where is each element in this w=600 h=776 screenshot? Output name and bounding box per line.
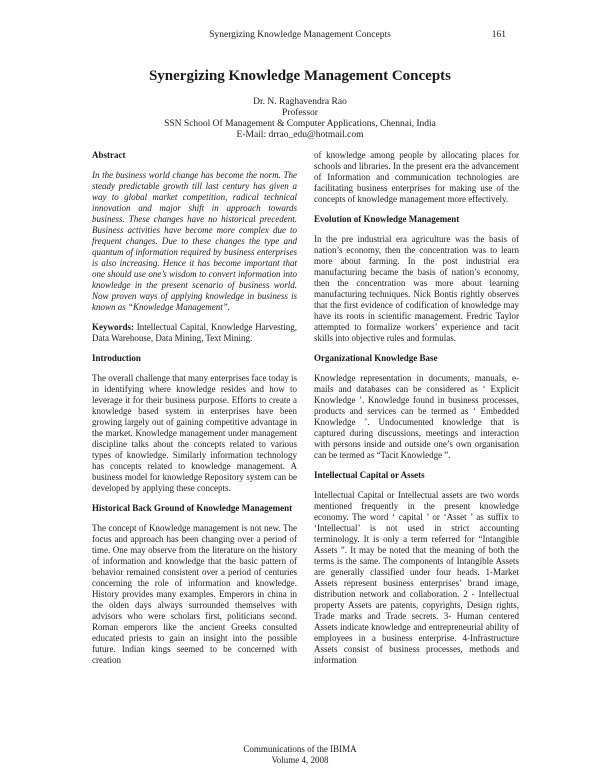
author-block — [0, 97, 600, 141]
abstract-heading: Abstract — [92, 150, 126, 160]
organizational-text: Knowledge representation in documents, manuals, e-mails and databases can be considered as ‘ Explicit Knowledge ’. Knowledge found in business processes, products and services can be termed as ‘ Embedded Knowledge ’. Undocumented knowledge that is captured during discussions, meetings and interaction with persons inside and outside one’s own organisation can be termed as “Tacit Knowledge ”. — [314, 373, 519, 460]
author-affiliation: SSN School Of Management & Computer Applications, Chennai, India — [164, 119, 436, 129]
running-title: Synergizing Knowledge Management Concepts — [209, 30, 391, 40]
keywords-paragraph — [92, 322, 297, 344]
evolution-text: In the pre industrial era agriculture was the basis of nation’s economy, then the concentration was to learn more about farming. In the post industrial era manufacturing became the basis of nation’s economy, then the concentration was more about learning manufacturing techniques. Nick Bontis rightly observes that the first evidence of codification of knowledge may have its roots in scientific management. Fredric Taylor attempted to formalize workers’ experience and tacit skills into objective rules and formulas. — [314, 234, 519, 343]
author-name: Dr. N. Raghavendra Rao — [253, 97, 347, 107]
historical-heading: Historical Back Ground of Knowledge Management — [92, 503, 293, 513]
author-email: E-Mail: drrao_edu@hotmail.com — [236, 130, 364, 140]
intellectual-heading: Intellectual Capital or Assets — [314, 470, 425, 480]
footer-volume: Volume 4, 2008 — [271, 755, 329, 765]
paper-title: Synergizing Knowledge Management Concepts — [148, 68, 452, 84]
footer-journal: Communications of the IBIMA — [243, 744, 357, 754]
historical-text: The concept of Knowledge management is not new. The focus and approach has been changing over a period of time. One may observe from the literature on the history of information and knowledge that the basic pattern of behavior remained consistent over a period of centuries concerning the role of information and knowledge. History provides many examples. Emperors in china in the olden days always surrounded themselves with advisors who were scholars first, politicians second. Roman emperors like the ancient Greeks consulted educated priests to gain an insight into the possible future. Indian kings seemed to be concerned with creation — [92, 523, 297, 665]
abstract-text: In the business world change has become the norm. The steady predictable growth till last century has given a way to global market competition, radical technical innovation and major shift in approach towards business. These changes have no historical precedent. Business activities have become more complex due to frequent changes. Due to these changes the type and quantum of information required by business enterprises is also increasing. Hence it has become important that one should use one’s wisdom to convert information into knowledge in the present scenario of business world. Now proven ways of applying knowledge in business is known as “Knowledge Management”. — [92, 170, 297, 312]
author-position: Professor — [282, 108, 318, 118]
introduction-heading: Introduction — [92, 353, 141, 363]
page-number: 161 — [491, 30, 506, 40]
keywords-label: Keywords: — [92, 322, 134, 332]
right-column — [314, 150, 519, 675]
intellectual-text: Intellectual Capital or Intellectual assets are two words mentioned frequently in the present knowledge economy. The word ‘ capital ’ or ‘Asset ’ as suffix to ‘Intellectual’ is not used in strict accounting terminology. It is only a term referred for “Intangible Assets ”. It may be noted that the meaning of both the terms is the same. The components of Intangible Assets are generally classified under four heads. 1-Market Assets represent business enterprises’ brand image, distribution network and collaboration. 2 - Intellectual property Assets are patents, copyrights, Design rights, Trade marks and Trade secrets. 3- Human centered Assets indicate knowledge and entrepreneurial ability of employees in a business enterprise. 4-Infrastructure Assets consist of business processes, methods and information — [314, 490, 519, 665]
evolution-heading: Evolution of Knowledge Management — [314, 214, 460, 224]
keywords-text: Intellectual Capital, Knowledge Harvesting, Data Warehouse, Data Mining, Text Mining. — [92, 322, 298, 343]
introduction-text: The overall challenge that many enterprises face today is in identifying where knowledge resides and how to leverage it for their business purpose. Efforts to create a knowledge based system in enterprises have been growing largely out of gaining competitive advantage in the market. Knowledge management under management discipline talks about the concepts related to various types of knowledge. Similarly information technology has concepts related to knowledge management. A business model for knowledge Repository system can be developed by applying these concepts. — [92, 373, 297, 493]
left-column — [92, 150, 297, 675]
page-footer — [0, 744, 600, 766]
historical-text-continued: of knowledge among people by allocating places for schools and libraries. In the present era the advancement of Information and communication technologies are facilitating business enterprises for making use of the concepts of knowledge management more effectively. — [314, 150, 519, 204]
organizational-heading: Organizational Knowledge Base — [314, 353, 438, 363]
